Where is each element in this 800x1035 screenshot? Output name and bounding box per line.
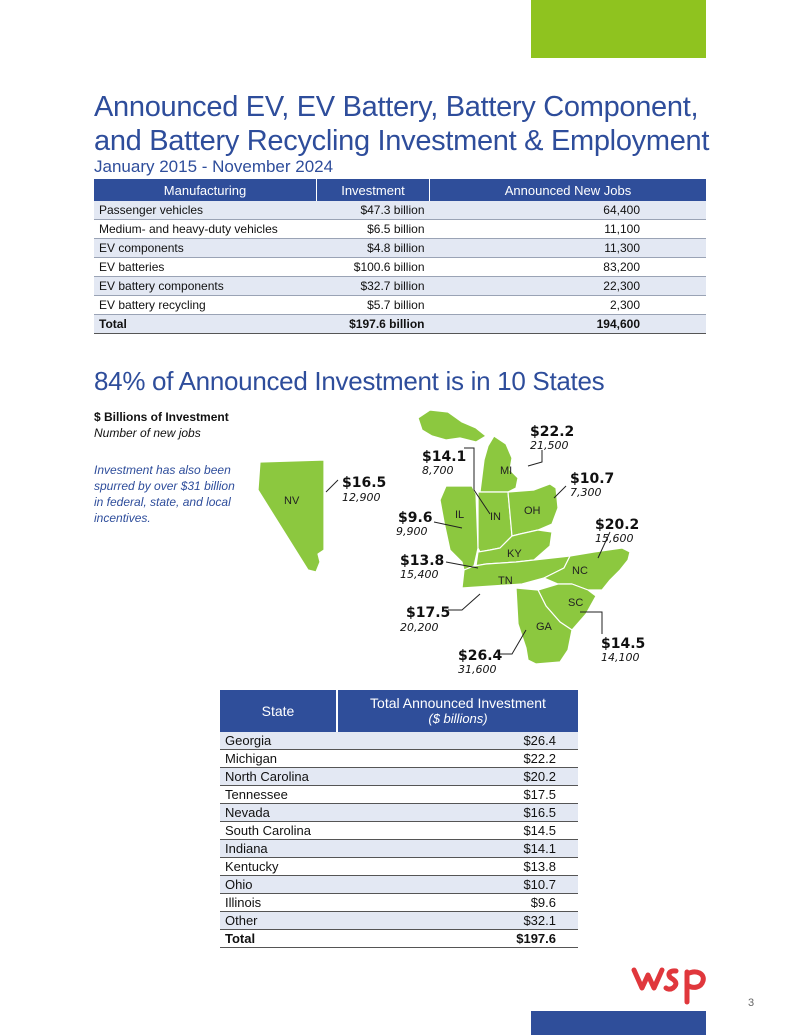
state-cell: South Carolina <box>220 822 337 840</box>
table-row <box>94 258 706 277</box>
value-cell: $9.6 <box>337 894 578 912</box>
table-row <box>220 750 578 768</box>
state-investment-map <box>250 400 650 690</box>
jobs-cell: 11,100 <box>430 220 707 239</box>
map-jobs-label: 8,700 <box>422 464 454 477</box>
green-accent-bar <box>531 0 706 58</box>
map-value-label: $10.7 <box>570 471 615 487</box>
blue-accent-bar <box>531 1011 706 1035</box>
value-cell: $22.2 <box>337 750 578 768</box>
map-state-label: NC <box>572 565 588 577</box>
table-row <box>94 296 706 315</box>
investment-cell: $100.6 billion <box>317 258 430 277</box>
map-state-label: TN <box>498 575 513 587</box>
map-jobs-label: 14,100 <box>601 651 640 664</box>
state-shape-mi-upper <box>418 410 486 442</box>
investment-cell: $6.5 billion <box>317 220 430 239</box>
table-total-row <box>94 315 706 334</box>
state-cell: Tennessee <box>220 786 337 804</box>
total-label-cell: Total <box>220 930 337 948</box>
column-header-investment: Investment <box>317 179 430 201</box>
table-row <box>94 201 706 220</box>
table-row <box>220 732 578 750</box>
value-cell: $14.1 <box>337 840 578 858</box>
jobs-cell: 83,200 <box>430 258 707 277</box>
state-shape-il <box>440 486 478 570</box>
date-range-subtitle: January 2015 - November 2024 <box>94 157 334 176</box>
map-value-label: $13.8 <box>400 553 445 569</box>
state-cell: North Carolina <box>220 768 337 786</box>
state-cell: Indiana <box>220 840 337 858</box>
category-cell: Medium- and heavy-duty vehicles <box>94 220 317 239</box>
state-cell: Illinois <box>220 894 337 912</box>
total-investment-cell: $197.6 billion <box>317 315 430 334</box>
map-jobs-label: 7,300 <box>570 486 602 499</box>
value-cell: $32.1 <box>337 912 578 930</box>
table-row <box>220 894 578 912</box>
table-row <box>220 876 578 894</box>
state-cell: Other <box>220 912 337 930</box>
map-jobs-label: 15,600 <box>595 532 634 545</box>
category-cell: EV battery components <box>94 277 317 296</box>
state-cell: Kentucky <box>220 858 337 876</box>
callout-line-nv <box>326 480 338 492</box>
value-cell: $17.5 <box>337 786 578 804</box>
table-row <box>220 786 578 804</box>
table-row <box>220 858 578 876</box>
investment-cell: $5.7 billion <box>317 296 430 315</box>
map-state-label: IL <box>455 509 465 521</box>
table-row <box>220 912 578 930</box>
total-value-cell: $197.6 <box>337 930 578 948</box>
value-cell: $10.7 <box>337 876 578 894</box>
map-state-label: GA <box>536 621 552 633</box>
table-row <box>220 768 578 786</box>
column-header-total-investment <box>337 690 578 732</box>
column-header-state: State <box>220 690 337 732</box>
map-state-label: NV <box>284 495 300 507</box>
map-jobs-label: 15,400 <box>400 568 439 581</box>
category-cell: EV components <box>94 239 317 258</box>
map-state-label: MI <box>500 465 513 477</box>
category-cell: EV batteries <box>94 258 317 277</box>
category-cell: EV battery recycling <box>94 296 317 315</box>
map-value-label: $14.5 <box>601 636 646 652</box>
map-jobs-label: 21,500 <box>530 439 569 452</box>
value-cell: $26.4 <box>337 732 578 750</box>
jobs-cell: 11,300 <box>430 239 707 258</box>
state-shape-nv <box>258 460 324 572</box>
map-jobs-label: 20,200 <box>400 621 439 634</box>
value-cell: $13.8 <box>337 858 578 876</box>
wsp-logo <box>631 964 707 1006</box>
table-row <box>94 239 706 258</box>
map-state-label: OH <box>524 505 541 517</box>
category-cell: Passenger vehicles <box>94 201 317 220</box>
callout-line-tn <box>448 594 480 610</box>
callout-line-mi <box>528 450 542 466</box>
state-investment-table <box>220 690 578 948</box>
value-cell: $14.5 <box>337 822 578 840</box>
map-jobs-label: 12,900 <box>342 491 381 504</box>
map-value-label: $16.5 <box>342 475 387 491</box>
manufacturing-investment-table <box>94 179 706 334</box>
investment-cell: $47.3 billion <box>317 201 430 220</box>
incentives-note: Investment has also been spurred by over $31 billion in federal, state, and local incentives. <box>94 463 235 525</box>
map-value-label: $9.6 <box>398 510 433 526</box>
map-value-label: $14.1 <box>422 449 467 465</box>
map-state-label: KY <box>507 548 522 560</box>
table-header-row <box>220 690 578 732</box>
table-row <box>220 840 578 858</box>
jobs-cell: 2,300 <box>430 296 707 315</box>
map-state-label: IN <box>490 511 501 523</box>
total-jobs-cell: 194,600 <box>430 315 707 334</box>
legend-jobs-label: Number of new jobs <box>94 426 201 440</box>
map-value-label: $22.2 <box>530 424 575 440</box>
value-cell: $20.2 <box>337 768 578 786</box>
table-total-row <box>220 930 578 948</box>
jobs-cell: 64,400 <box>430 201 707 220</box>
total-label-cell: Total <box>94 315 317 334</box>
table-row <box>94 277 706 296</box>
map-jobs-label: 9,900 <box>396 525 428 538</box>
legend-investment-label: $ Billions of Investment <box>94 410 229 424</box>
map-jobs-label: 31,600 <box>458 663 497 676</box>
page-number: 3 <box>748 997 755 1009</box>
investment-cell: $32.7 billion <box>317 277 430 296</box>
state-cell: Nevada <box>220 804 337 822</box>
jobs-cell: 22,300 <box>430 277 707 296</box>
map-value-label: $17.5 <box>406 605 451 621</box>
table-row <box>220 804 578 822</box>
investment-cell: $4.8 billion <box>317 239 430 258</box>
map-state-label: SC <box>568 597 584 609</box>
table-header-row <box>94 179 706 201</box>
state-cell: Ohio <box>220 876 337 894</box>
state-cell: Michigan <box>220 750 337 768</box>
table-row <box>94 220 706 239</box>
map-value-label: $20.2 <box>595 517 640 533</box>
page-title-line-2: and Battery Recycling Investment & Employment <box>94 125 710 157</box>
state-shape-mi <box>480 436 518 492</box>
column-header-manufacturing: Manufacturing <box>94 179 317 201</box>
page-title-line-1: Announced EV, EV Battery, Battery Component, <box>94 91 699 123</box>
page-title <box>94 90 734 158</box>
map-value-label: $26.4 <box>458 648 503 664</box>
column-header-jobs: Announced New Jobs <box>430 179 707 201</box>
value-cell: $16.5 <box>337 804 578 822</box>
table-row <box>220 822 578 840</box>
state-cell: Georgia <box>220 732 337 750</box>
section-title: 84% of Announced Investment is in 10 States <box>94 366 605 396</box>
column-header-total-investment-title: Total Announced Investment <box>370 695 546 711</box>
column-header-units: ($ billions) <box>428 711 488 726</box>
